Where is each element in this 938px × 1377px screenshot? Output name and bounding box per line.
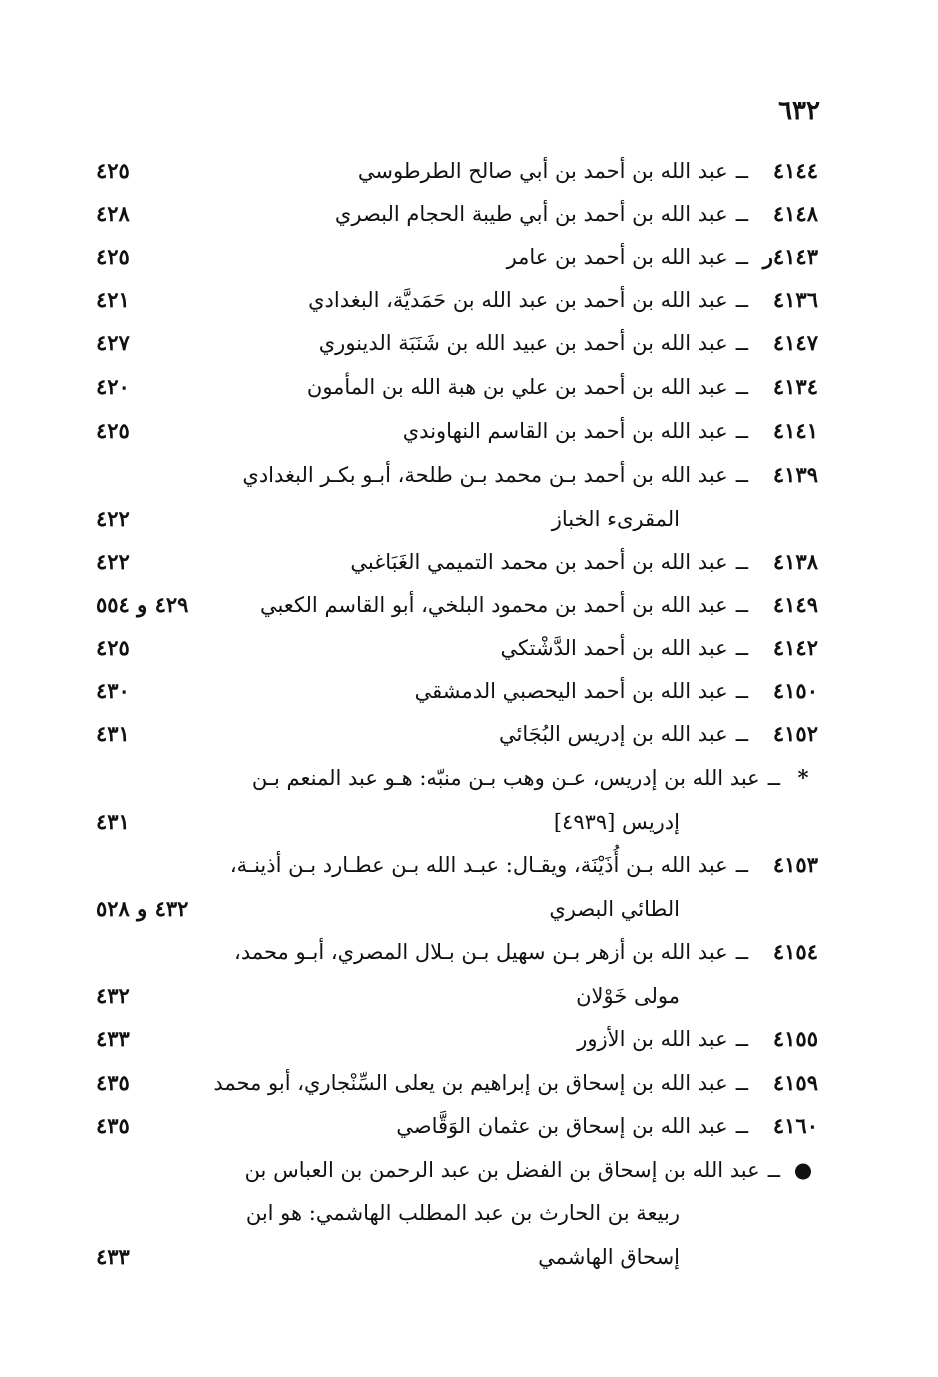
index-entry bbox=[0, 367, 938, 407]
entry-text: عبد الله بن إسحاق بن الفضل بن عبد الرحمن بن العباس بن bbox=[244, 1158, 760, 1182]
index-entry bbox=[0, 845, 938, 885]
entry-main bbox=[252, 758, 818, 798]
entry-main bbox=[308, 280, 818, 320]
index-entry bbox=[0, 1019, 938, 1059]
entry-dash: ــ bbox=[735, 722, 748, 746]
entry-dash: ــ bbox=[735, 550, 748, 574]
entry-text: عبد الله بن إسحاق بن عثمان الوَقَّاصي bbox=[396, 1114, 728, 1138]
entry-main bbox=[552, 499, 680, 539]
entry-main bbox=[245, 1150, 818, 1190]
entry-number: ٤١٤٩ bbox=[772, 592, 818, 617]
entry-main bbox=[260, 585, 818, 625]
entry-page-refs: ٤٣٠ bbox=[96, 678, 130, 703]
entry-main bbox=[396, 1106, 818, 1146]
entry-dash: ــ bbox=[735, 1027, 748, 1051]
entry-text: عبد الله بن إدريس، عـن وهب بـن منبّه: هـو عبد المنعم بـن bbox=[251, 766, 760, 790]
entry-number: ٤١٤١ bbox=[772, 418, 818, 443]
index-entry bbox=[0, 671, 938, 711]
entry-page-refs: ٤٢٢ bbox=[96, 506, 130, 531]
entry-page-refs: ٤٢١ bbox=[96, 287, 130, 312]
entry-number: ٤١٣٦ bbox=[772, 287, 818, 312]
entry-text: عبد الله بن أحمد الدَّشْتكي bbox=[500, 636, 728, 660]
entry-text: عبد الله بن أحمد بن عبد الله بن حَمَديَّة، البغدادي bbox=[308, 288, 728, 312]
index-entry bbox=[0, 976, 938, 1016]
entry-page-refs: ٤٣٣ bbox=[96, 1244, 130, 1269]
entry-number: ٤١٥٢ bbox=[772, 721, 818, 746]
entry-dash: ــ bbox=[735, 1071, 748, 1095]
entry-page-refs: ٤٣٢ bbox=[96, 983, 130, 1008]
entry-page-refs: ٤٢٥ bbox=[96, 418, 130, 443]
entry-page-refs: ٤٣٢ و ٥٢٨ bbox=[96, 896, 189, 921]
entry-number: ٤١٥٥ bbox=[772, 1026, 818, 1051]
entry-dash: ــ bbox=[735, 202, 748, 226]
index-entry bbox=[0, 323, 938, 363]
entry-text: عبد الله بن أحمد بن أبي صالح الطرطوسي bbox=[357, 159, 728, 183]
entry-page-refs: ٤٢٩ و ٥٥٤ bbox=[96, 592, 189, 617]
index-entry bbox=[0, 889, 938, 929]
entry-dash: ــ bbox=[735, 1114, 748, 1138]
entry-main bbox=[501, 628, 818, 668]
entry-number: ٤١٥٤ bbox=[772, 939, 818, 964]
entry-main bbox=[213, 1063, 818, 1103]
entry-dash: ــ bbox=[735, 159, 748, 183]
entry-number: ٤١٤٣ر bbox=[762, 244, 818, 269]
entry-dash: ــ bbox=[735, 419, 748, 443]
entry-dash: ــ bbox=[735, 463, 748, 487]
entry-number: ٤١٤٢ bbox=[772, 635, 818, 660]
entry-page-refs: ٤٢٥ bbox=[96, 244, 130, 269]
entry-main bbox=[242, 455, 818, 495]
entry-dash: ــ bbox=[735, 245, 748, 269]
entry-number: ٤١٣٩ bbox=[772, 462, 818, 487]
index-entry bbox=[0, 1063, 938, 1103]
entry-main bbox=[554, 802, 680, 842]
entry-main bbox=[499, 714, 818, 754]
entry-text: عبد الله بـن أُذَيْنَة، ويقـال: عبـد الله بـن عطـارد بـن أذينـة، bbox=[229, 853, 728, 877]
entry-text: عبد الله بن إسحاق بن إبراهيم بن يعلى السِّنْجاري، أبو محمد bbox=[213, 1071, 728, 1095]
entry-number: ٤١٤٧ bbox=[772, 330, 818, 355]
index-entry bbox=[0, 411, 938, 451]
entry-text: عبد الله بن أحمد اليحصبي الدمشقي bbox=[414, 679, 728, 703]
index-entry bbox=[0, 237, 938, 277]
entry-main bbox=[576, 976, 680, 1016]
entry-text: عبد الله بن أحمد بن عامر bbox=[506, 245, 728, 269]
entry-page-refs: ٤٣٥ bbox=[96, 1070, 130, 1095]
entry-dash: ــ bbox=[767, 1158, 780, 1182]
entry-main bbox=[507, 237, 818, 277]
entry-text: عبد الله بن أحمد بن عبيد الله بن شَنَبَة الدينوري bbox=[318, 331, 728, 355]
entry-page-refs: ٤٢٠ bbox=[96, 374, 130, 399]
entry-main bbox=[549, 889, 680, 929]
entry-dash: ــ bbox=[735, 679, 748, 703]
index-entry bbox=[0, 758, 938, 798]
index-entry bbox=[0, 151, 938, 191]
index-entry bbox=[0, 542, 938, 582]
entry-main bbox=[230, 845, 818, 885]
entry-dash: ــ bbox=[735, 288, 748, 312]
entry-page-refs: ٤٣٣ bbox=[96, 1026, 130, 1051]
entry-text: إسحاق الهاشمي bbox=[538, 1245, 680, 1269]
entry-page-refs: ٤٢٥ bbox=[96, 635, 130, 660]
entry-page-refs: ٤٢٧ bbox=[96, 330, 130, 355]
entry-page-refs: ٤٣١ bbox=[96, 721, 130, 746]
entry-text: عبد الله بن أحمد بن محمود البلخي، أبو القاسم الكعبي bbox=[259, 593, 728, 617]
entry-text: عبد الله بن أزهر بـن سهيل بـن بـلال المصري، أبـو محمد، bbox=[234, 940, 728, 964]
entry-number: ٤١٤٨ bbox=[772, 201, 818, 226]
entry-page-refs: ٤٢٢ bbox=[96, 549, 130, 574]
entry-page-refs: ٤٢٨ bbox=[96, 201, 130, 226]
index-entry bbox=[0, 802, 938, 842]
index-entry bbox=[0, 585, 938, 625]
index-entry bbox=[0, 628, 938, 668]
index-entry bbox=[0, 1193, 938, 1233]
entry-dash: ــ bbox=[735, 331, 748, 355]
index-entry bbox=[0, 714, 938, 754]
entry-text: عبد الله بن أحمد بـن محمد بـن طلحة، أبـو بكـر البغدادي bbox=[242, 463, 728, 487]
entry-page-refs: ٤٣٥ bbox=[96, 1113, 130, 1138]
entry-main bbox=[307, 367, 818, 407]
entry-text: ربيعة بن الحارث بن عبد المطلب الهاشمي: هو ابن bbox=[245, 1201, 680, 1225]
index-entry bbox=[0, 932, 938, 972]
entry-text: إدريس [٤٩٣٩] bbox=[553, 810, 680, 834]
entry-dash: ــ bbox=[735, 853, 748, 877]
entry-page-refs: ٤٢٥ bbox=[96, 158, 130, 183]
entry-number: ٤١٥٣ bbox=[772, 852, 818, 877]
entry-main bbox=[319, 323, 818, 363]
entry-text: عبد الله بن أحمد بن القاسم النهاوندي bbox=[402, 419, 728, 443]
entry-text: عبد الله بن أحمد بن أبي طيبة الحجام البصري bbox=[334, 202, 728, 226]
index-entry bbox=[0, 1237, 938, 1277]
entry-dash: ــ bbox=[767, 766, 780, 790]
entry-main bbox=[577, 1019, 818, 1059]
entry-text: عبد الله بن الأزور bbox=[577, 1027, 728, 1051]
index-entry bbox=[0, 280, 938, 320]
entry-main bbox=[403, 411, 818, 451]
page-number: ٦٣٢ bbox=[778, 96, 820, 126]
entry-number: ٤١٦٠ bbox=[772, 1113, 818, 1138]
entry-number: ٤١٣٨ bbox=[772, 549, 818, 574]
entry-number: ٤١٥٩ bbox=[772, 1070, 818, 1095]
index-entry bbox=[0, 499, 938, 539]
entry-main bbox=[350, 542, 818, 582]
entry-text: الطائي البصري bbox=[549, 897, 680, 921]
entry-dash: ــ bbox=[735, 375, 748, 399]
star-marker: * bbox=[797, 765, 809, 790]
entry-dash: ــ bbox=[735, 940, 748, 964]
entry-page-refs: ٤٣١ bbox=[96, 809, 130, 834]
index-entry bbox=[0, 1106, 938, 1146]
entry-text: عبد الله بن إدريس البُجَائي bbox=[499, 722, 728, 746]
entry-text: عبد الله بن أحمد بن علي بن هبة الله بن المأمون bbox=[306, 375, 728, 399]
entry-number: ٤١٤٤ bbox=[772, 158, 818, 183]
entry-text: عبد الله بن أحمد بن محمد التميمي الغَبَاغبي bbox=[350, 550, 728, 574]
entry-dash: ــ bbox=[735, 636, 748, 660]
index-entry bbox=[0, 1150, 938, 1190]
entry-text: مولى خَوْلان bbox=[576, 984, 680, 1008]
entry-main bbox=[538, 1237, 680, 1277]
entry-text: المقرىء الخباز bbox=[551, 507, 680, 531]
entry-dash: ــ bbox=[735, 593, 748, 617]
entry-number: ٤١٣٤ bbox=[772, 374, 818, 399]
index-entry bbox=[0, 455, 938, 495]
entry-main bbox=[335, 194, 818, 234]
index-entry bbox=[0, 194, 938, 234]
entry-main bbox=[246, 1193, 680, 1233]
bullet-marker: ● bbox=[793, 1157, 813, 1182]
entry-number: ٤١٥٠ bbox=[772, 678, 818, 703]
entry-main bbox=[358, 151, 818, 191]
entry-main bbox=[415, 671, 818, 711]
entry-main bbox=[234, 932, 818, 972]
